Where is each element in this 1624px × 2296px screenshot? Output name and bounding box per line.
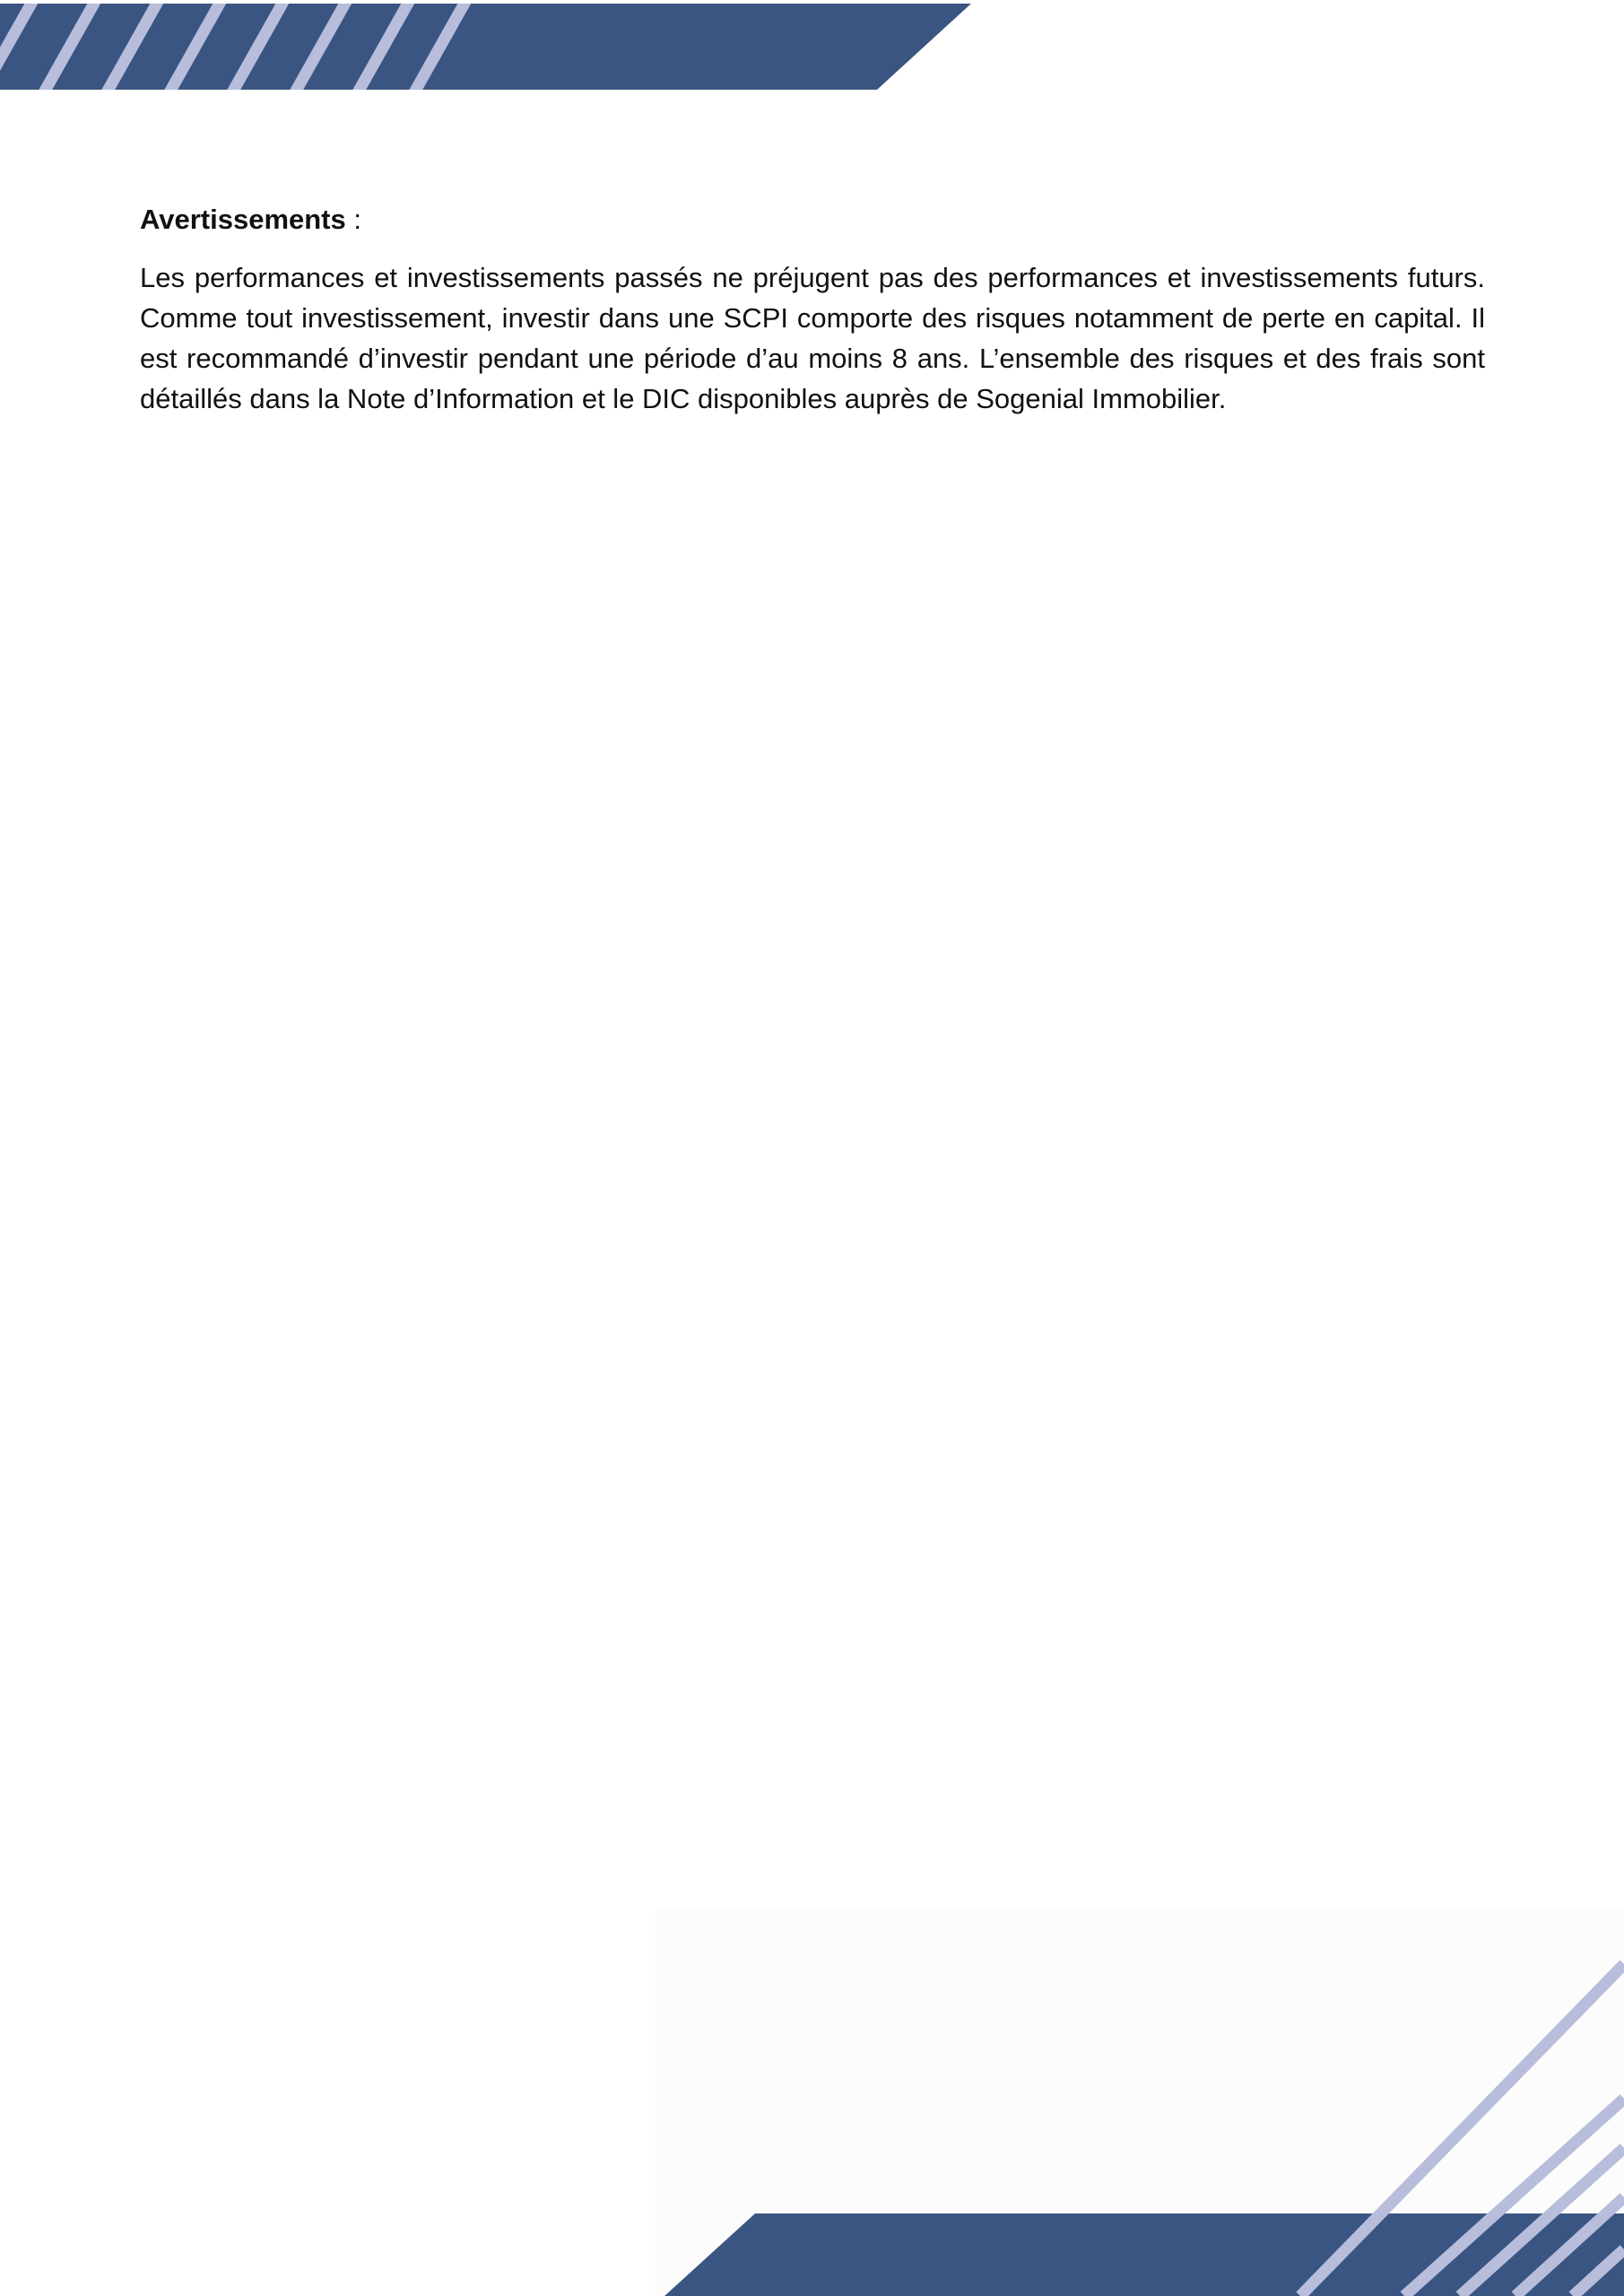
document-body [140, 202, 1485, 419]
heading-colon: : [345, 204, 361, 235]
top-banner-decoration [0, 0, 977, 100]
warnings-heading: Avertissements [140, 204, 346, 235]
warnings-paragraph: Les performances et investissements passés ne préjugent pas des performances et investissements futurs. Comme tout investissement, investir dans une SCPI comporte des risques notamment de perte en capital. Il est recommandé d’investir pendant une période d’au moins 8 ans. L’ensemble des risques et des frais sont détaillés dans la Note d’Information et le DIC disponibles auprès de Sogenial Immobilier. [140, 262, 1485, 414]
warnings-heading-line [140, 202, 1485, 238]
bottom-banner-decoration [655, 1910, 1624, 2296]
